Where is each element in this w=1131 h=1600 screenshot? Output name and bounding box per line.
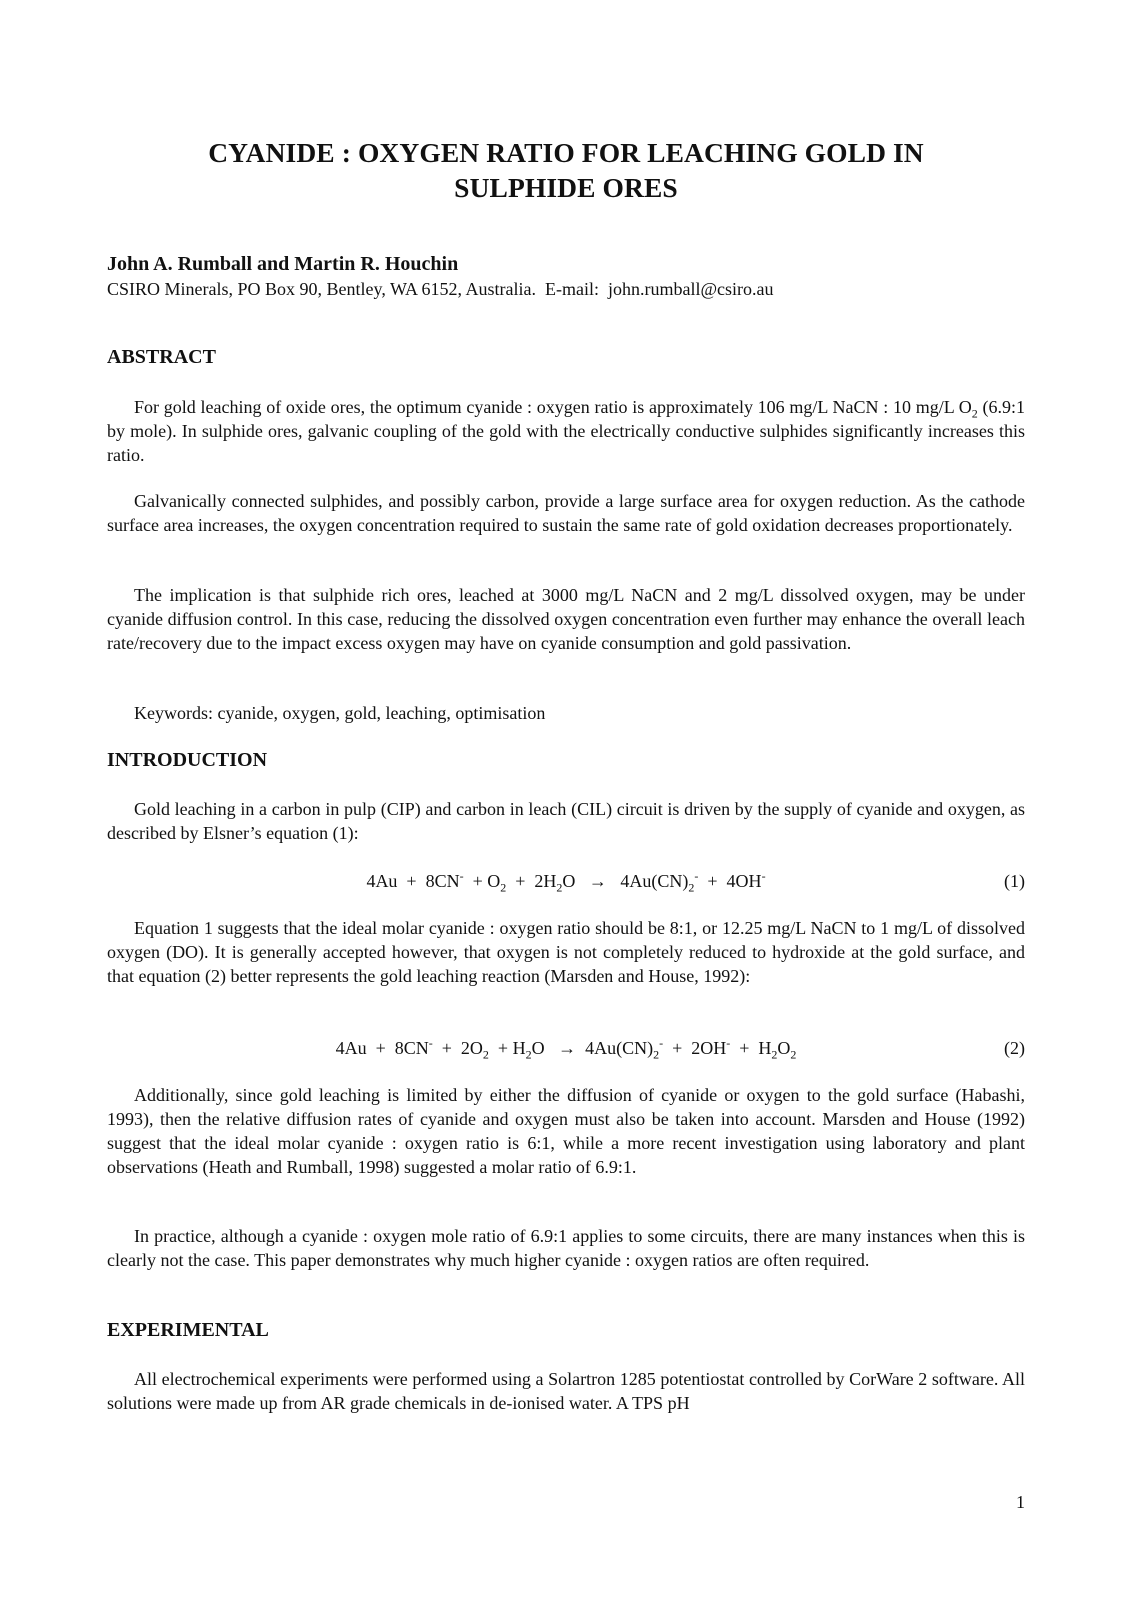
abstract-heading: ABSTRACT [107, 346, 216, 368]
introduction-paragraph-2: Equation 1 suggests that the ideal molar cyanide : oxygen ratio should be 8:1, or 12.25 mg/L NaCN to 1 mg/L of dissolved oxygen (DO). It is generally accepted however, that oxygen is not completely reduced to hydroxide at the gold surface, and that equation (2) better represents the gold leaching reaction (Marsden and House, 1992): [107, 918, 1025, 986]
introduction-heading: INTRODUCTION [107, 749, 268, 771]
experimental-paragraph-1: All electrochemical experiments were performed using a Solartron 1285 potentiostat controlled by CorWare 2 software. All solutions were made up from AR grade chemicals in de-ionised water. A TPS pH [107, 1369, 1025, 1413]
equation-1-number: (1) [1004, 871, 1025, 891]
introduction-paragraph-3: Additionally, since gold leaching is limited by either the diffusion of cyanide or oxygen to the gold surface (Habashi, 1993), then the relative diffusion rates of cyanide and oxygen must also be taken into account. Marsden and House (1992) suggest that the ideal molar cyanide : oxygen ratio is 6:1, while a more recent investigation using laboratory and plant observations (Heath and Rumball, 1998) suggested a molar ratio of 6.9:1. [107, 1085, 1025, 1177]
page-number: 1 [1016, 1492, 1025, 1512]
equation-2-expression: $4Au + 8CN^- + 2O_2 + H_2O \to 4Au(CN)_2^- + 2OH^- + H_2O_2$ [335, 1036, 797, 1062]
abstract-paragraph-3: The implication is that sulphide rich ores, leached at 3000 mg/L NaCN and 2 mg/L dissolved oxygen, may be under cyanide diffusion control. In this case, reducing the dissolved oxygen concentration even further may enhance the overall leach rate/recovery due to the impact excess oxygen may have on cyanide consumption and gold passivation. [107, 585, 1025, 653]
introduction-paragraph-1: Gold leaching in a carbon in pulp (CIP) and carbon in leach (CIL) circuit is driven by the supply of cyanide and oxygen, as described by Elsner’s equation (1): [107, 799, 1025, 843]
abstract-paragraph-1: For gold leaching of oxide ores, the optimum cyanide : oxygen ratio is approximately 106 mg/L NaCN : 10 mg/L $O_2$ (6.9:1 by mole). In sulphide ores, galvanic coupling of the gold with the electrically conductive sulphides significantly increases this ratio. [107, 397, 1025, 465]
title-line-1: CYANIDE : OXYGEN RATIO FOR LEACHING GOLD IN [208, 137, 924, 168]
author-affiliation: CSIRO Minerals, PO Box 90, Bentley, WA 6152, Australia. E-mail: john.rumball@csiro.au [107, 279, 774, 299]
experimental-heading: EXPERIMENTAL [107, 1319, 269, 1341]
paper-title [107, 135, 1025, 205]
abstract-paragraph-2: Galvanically connected sulphides, and possibly carbon, provide a large surface area for oxygen reduction. As the cathode surface area increases, the oxygen concentration required to sustain the same rate of gold oxidation decreases proportionately. [107, 491, 1025, 535]
title-line-2: SULPHIDE ORES [454, 172, 678, 203]
equation-1-expression: $4Au + 8CN^- + O_2 + 2H_2O \to 4Au(CN)_2^- + 4OH^-$ [366, 869, 766, 895]
author-names: John A. Rumball and Martin R. Houchin [107, 253, 459, 275]
equation-2-number: (2) [1004, 1038, 1025, 1058]
equation-1 [107, 869, 1025, 893]
equation-2 [107, 1036, 1025, 1060]
introduction-paragraph-4: In practice, although a cyanide : oxygen mole ratio of 6.9:1 applies to some circuits, there are many instances when this is clearly not the case. This paper demonstrates why much higher cyanide : oxygen ratios are often required. [107, 1226, 1025, 1270]
paper-page [107, 0, 1025, 1600]
keywords: Keywords: cyanide, oxygen, gold, leaching, optimisation [134, 703, 546, 723]
